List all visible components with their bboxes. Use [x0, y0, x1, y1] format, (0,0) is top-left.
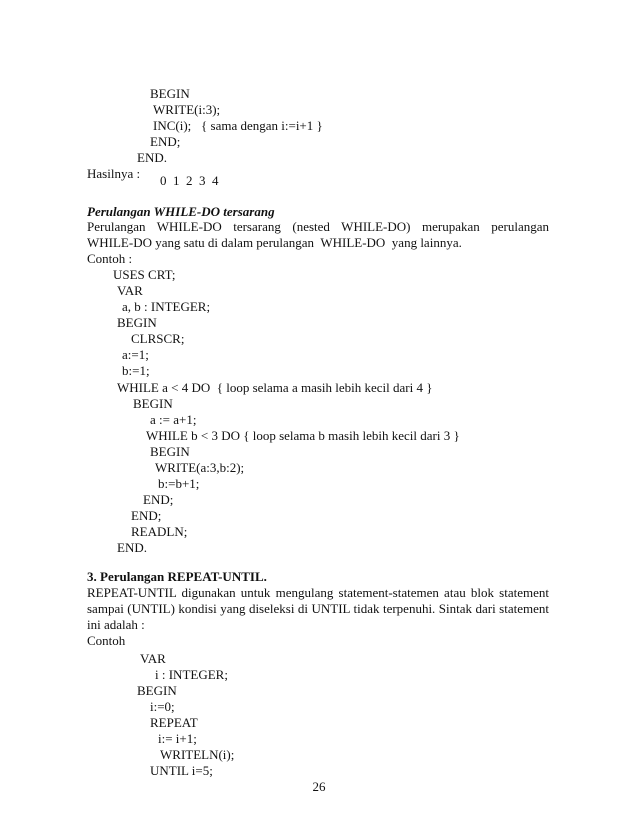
code-line: CLRSCR; [131, 331, 185, 346]
code-line: WHILE a < 4 DO { loop selama a masih lebih kecil dari 4 } [117, 380, 433, 395]
page-number: 26 [312, 779, 326, 794]
code-line: a := a+1; [150, 412, 197, 427]
code-line: READLN; [131, 524, 188, 539]
code-line: BEGIN [117, 315, 157, 330]
code-line: END; [143, 492, 174, 507]
code-line: b:=1; [122, 363, 150, 378]
code-line: WRITE(a:3,b:2); [155, 460, 245, 475]
code-line: WHILE b < 3 DO { loop selama b masih lebih kecil dari 3 } [146, 428, 460, 443]
code-line: BEGIN [150, 444, 190, 459]
paragraph-line: sampai (UNTIL) kondisi yang diseleksi di UNTIL tidak terpenuhi. Sintak dari statement [87, 601, 549, 616]
code-line: VAR [140, 651, 166, 666]
code-line: BEGIN [137, 683, 177, 698]
result-label: Hasilnya : [87, 166, 141, 181]
code-line: WRITE(i:3); [153, 102, 221, 117]
code-line: BEGIN [150, 86, 190, 101]
paragraph-line: Perulangan WHILE-DO tersarang (nested WHILE-DO) merupakan perulangan [87, 219, 549, 234]
code-line: VAR [117, 283, 143, 298]
code-line: b:=b+1; [158, 476, 200, 491]
code-line: REPEAT [150, 715, 198, 730]
code-line: WRITELN(i); [160, 747, 235, 762]
code-line: a, b : INTEGER; [122, 299, 211, 314]
code-line: USES CRT; [113, 267, 176, 282]
code-line: a:=1; [122, 347, 149, 362]
code-line: INC(i); { sama dengan i:=i+1 } [153, 118, 323, 133]
paragraph-line: REPEAT-UNTIL digunakan untuk mengulang statement-statemen atau blok statement [87, 585, 549, 600]
output-values: 0 1 2 3 4 [160, 173, 219, 188]
code-line: i:=0; [150, 699, 175, 714]
section-heading: Perulangan WHILE-DO tersarang [87, 204, 275, 219]
code-line: BEGIN [133, 396, 173, 411]
code-line: END; [150, 134, 181, 149]
code-line: i:= i+1; [158, 731, 197, 746]
example-label: Contoh [87, 633, 126, 648]
code-line: END. [137, 150, 167, 165]
code-line: END; [131, 508, 162, 523]
paragraph-line: ini adalah : [87, 617, 145, 632]
code-line: UNTIL i=5; [150, 763, 213, 778]
section-heading: 3. Perulangan REPEAT-UNTIL. [87, 569, 267, 584]
code-line: i : INTEGER; [155, 667, 228, 682]
code-line: END. [117, 540, 147, 555]
paragraph-line: WHILE-DO yang satu di dalam perulangan WHILE-DO yang lainnya. [87, 235, 462, 250]
example-label: Contoh : [87, 251, 133, 266]
